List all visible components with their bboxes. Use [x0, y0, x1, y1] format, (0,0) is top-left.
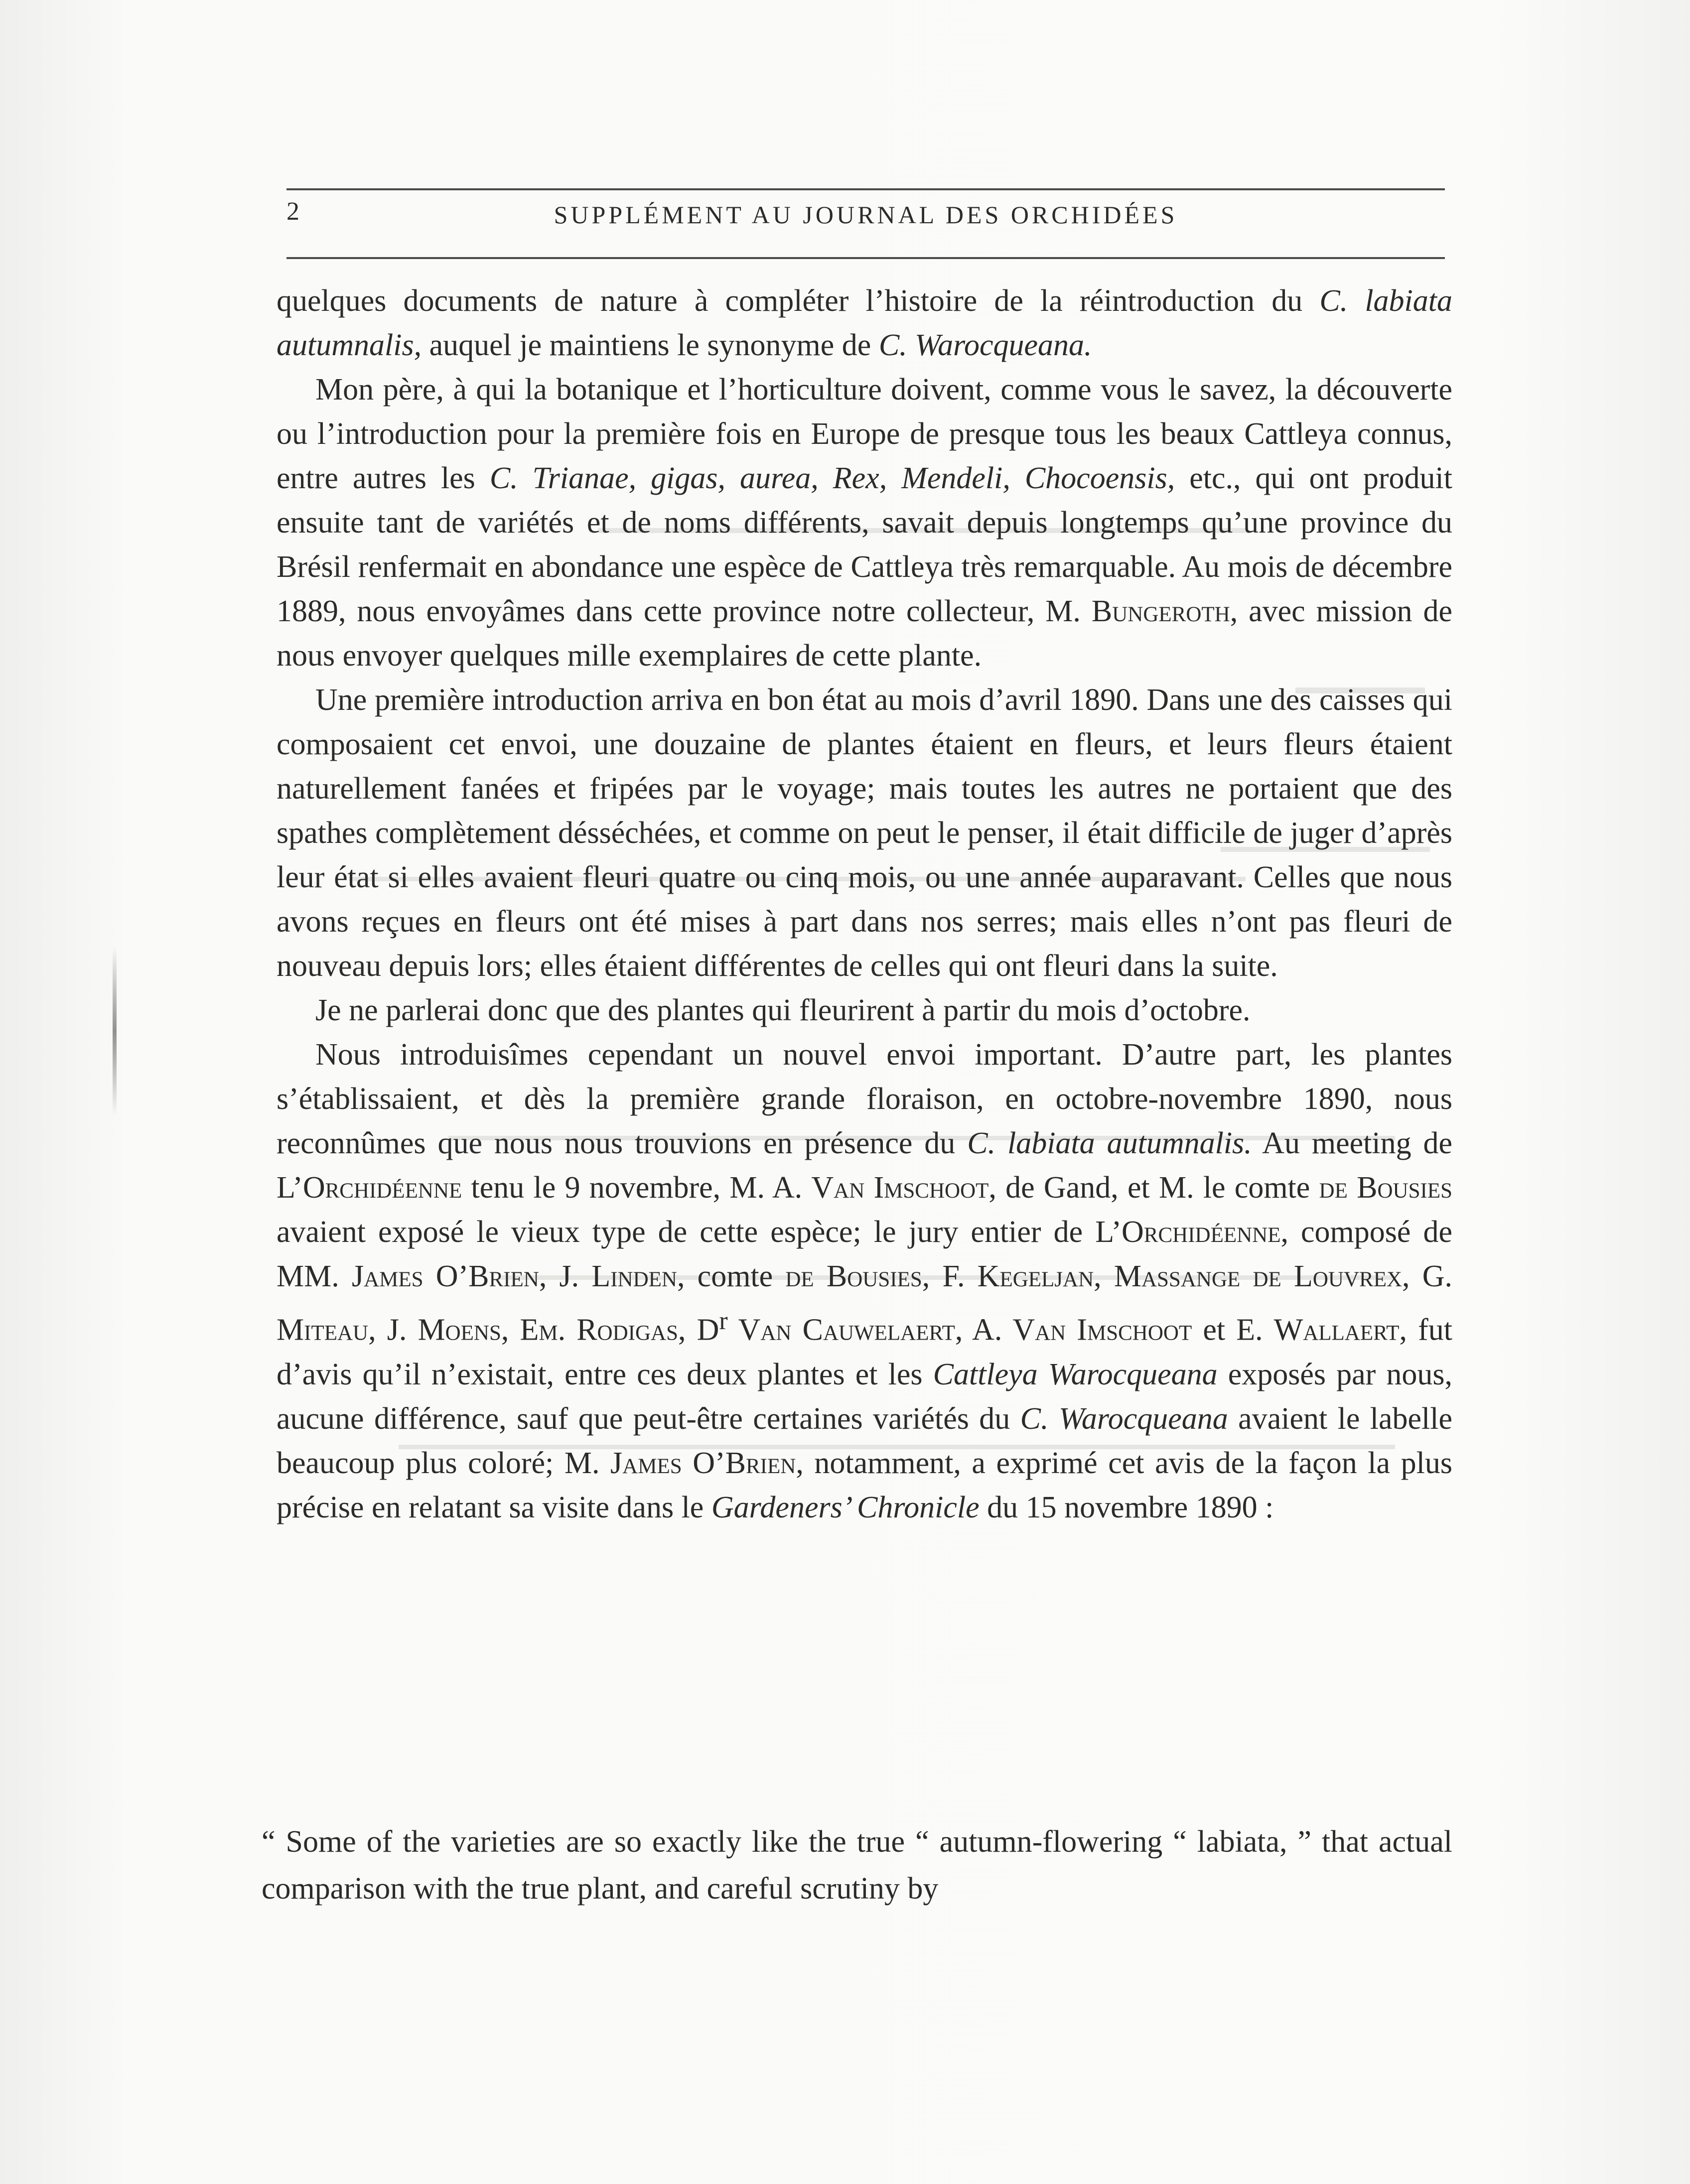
text-run: et E. — [1192, 1313, 1274, 1347]
superscript-run: r — [719, 1307, 728, 1335]
text-run: , de Gand, et M. le comte — [988, 1171, 1319, 1205]
paragraph-5 — [277, 1033, 1452, 1530]
text-run: etc., qui ont produit ensuite tant de variétés et de noms différents, savait depuis longtemps qu’une province du Brésil renfermait en abondance une espèce de Cattleya très remarquable. Au mois de décembre 1889, nous envoyâmes dans cette province notre collecteur, M. — [277, 461, 1453, 628]
text-run: quelques documents de nature à compléter l’histoire de la réintroduction du — [277, 284, 1320, 318]
smallcaps-run: de Bousies, F. Kegeljan, Massange de Louvrex, G. Miteau, J. Moens, Em. Rodigas, — [277, 1259, 1452, 1347]
paragraph-4: Je ne parlerai donc que des plantes qui fleurirent à partir du mois d’octobre. — [315, 993, 1251, 1027]
text-run: tenu le 9 novembre, M. A. — [462, 1171, 812, 1205]
paragraph-2 — [277, 368, 1452, 678]
quotation: “ Some of the varieties are so exactly like the true “ autumn-flowering “ labiata, ” that actual comparison with the true plant, and careful scrutiny by — [262, 1825, 1452, 1906]
text-run: avaient le labelle beaucoup plus coloré; M. — [277, 1401, 1452, 1480]
italic-run: C. labiata autumnalis. — [967, 1126, 1252, 1160]
text-run: , composé de MM. — [277, 1215, 1452, 1293]
text-run: Mon père, à qui la botanique et l’horticulture doivent, comme vous le savez, la découverte ou l’introduction pour la première fois en Europe de presque tous les beaux Cattleya connus, entre autres les — [277, 373, 1452, 495]
text-run: avaient exposé le vieux type de cette espèce; le jury entier de — [277, 1215, 1096, 1249]
text-run: , notamment, a exprimé cet avis de la façon la plus précise en relatant sa visite dans le — [277, 1446, 1452, 1524]
smallcaps-run: Bungeroth — [1091, 594, 1230, 628]
smallcaps-run: Van Cauwelaert, A. Van Imschoot — [727, 1313, 1192, 1347]
text-run: , fut d’avis qu’il n’existait, entre ces deux plantes et les — [277, 1313, 1452, 1391]
text-run: comte — [685, 1259, 786, 1293]
running-head: SUPPLÉMENT AU JOURNAL DES ORCHIDÉES — [554, 201, 1178, 229]
smallcaps-run: James O’Brien, J. Linden, — [351, 1259, 685, 1293]
header-rule-bottom — [286, 257, 1445, 259]
italic-run: C. Warocqueana — [1020, 1401, 1228, 1436]
text-run: auquel je maintiens le synonyme de — [422, 328, 879, 362]
smallcaps-run: James O’Brien — [610, 1446, 796, 1480]
paragraph-1 — [277, 279, 1452, 368]
italic-run: C. Warocqueana. — [878, 328, 1092, 362]
text-run: , avec mission de nous envoyer quelques mille exemplaires de cette plante. — [277, 594, 1452, 673]
italic-run: Cattleya Warocqueana — [933, 1357, 1218, 1391]
paragraph-3: Une première introduction arriva en bon état au mois d’avril 1890. Dans une des caisses qui composaient cet envoi, une douzaine de plantes étaient en fleurs, et leurs fleurs étaient naturellement fanées et fripées par le voyage; mais toutes les autres ne portaient que des spathes complètement désséchées, et comme on peut le penser, il était difficile de juger d’après leur état si elles avaient fleuri quatre ou cinq mois, ou une année auparavant. Celles que nous avons reçues en fleurs ont été mises à part dans nos serres; mais elles n’ont pas fleuri de nouveau depuis lors; elles étaient différentes de celles qui ont fleuri dans la suite. — [277, 683, 1452, 983]
italic-run: Gardeners’ Chronicle — [711, 1490, 980, 1524]
smallcaps-run: Van Imschoot — [811, 1171, 989, 1205]
body-text — [277, 279, 1452, 1530]
text-run: Nous introduisîmes cependant un nouvel envoi important. D’autre part, les plantes s’établissaient, et dès la première grande floraison, en octobre-novembre 1890, nous reconnûmes que nous nous trouvions en présence du — [277, 1038, 1452, 1160]
text-run: D — [686, 1313, 719, 1347]
smallcaps-run: de Bousies — [1319, 1171, 1452, 1205]
smallcaps-run: Wallaert — [1273, 1313, 1400, 1347]
text-run: Au meeting de — [1252, 1126, 1452, 1160]
text-run: du 15 novembre 1890 : — [979, 1490, 1274, 1524]
scan-shadow — [113, 947, 117, 1116]
smallcaps-run: L’Orchidéenne — [277, 1171, 462, 1205]
smallcaps-run: L’Orchidéenne — [1095, 1215, 1281, 1249]
italic-run: C. labiata autumnalis, — [277, 284, 1452, 362]
header-rule-top — [286, 188, 1445, 190]
text-run: exposés par nous, aucune différence, sauf que peut-être certaines variétés du — [277, 1357, 1453, 1436]
page-number: 2 — [286, 197, 300, 226]
italic-run: C. Trianae, gigas, aurea, Rex, Mendeli, Chocoensis, — [489, 461, 1175, 495]
